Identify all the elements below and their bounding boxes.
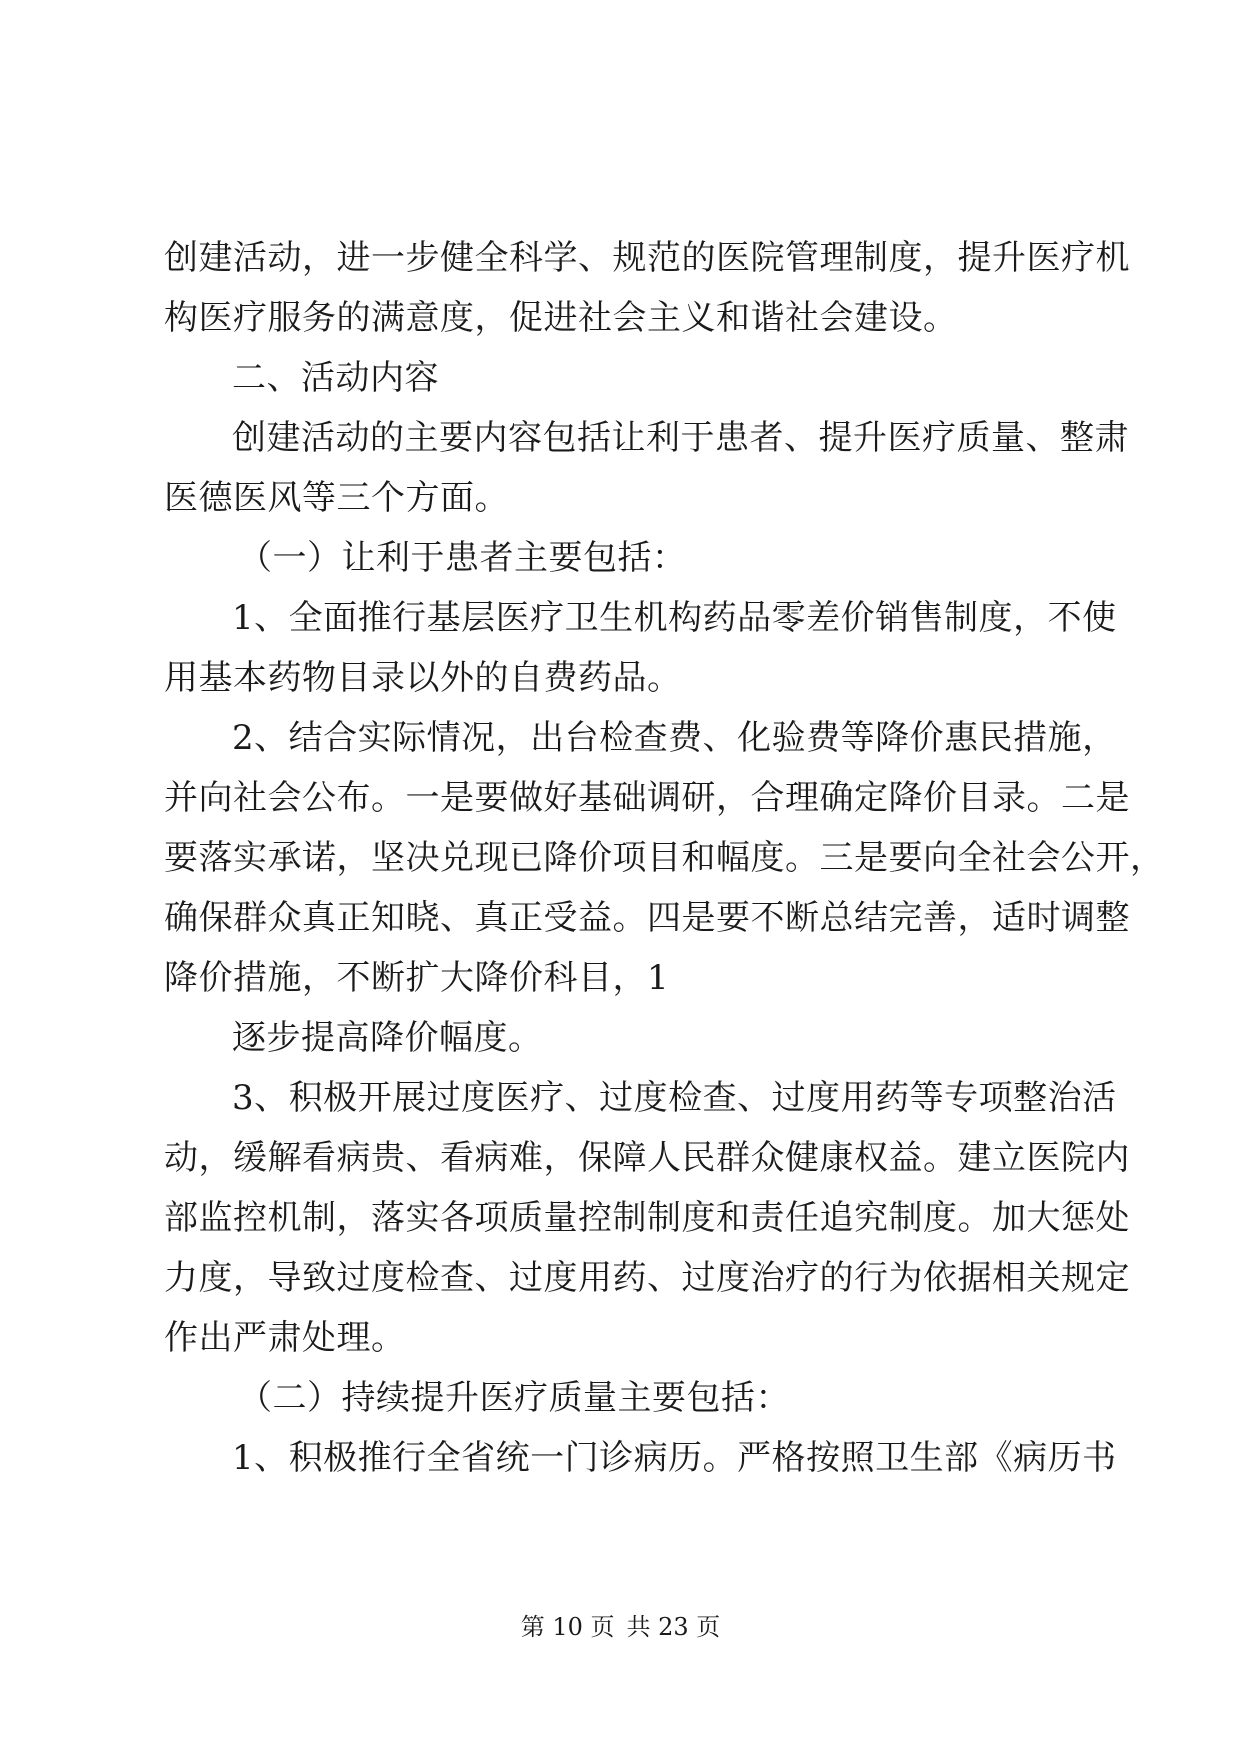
text-line: 部监控机制，落实各项质量控制制度和责任追究制度。加大惩处: [164, 1198, 1130, 1238]
document-body: [164, 228, 1165, 1488]
subsection-heading: [164, 1368, 1084, 1428]
page-footer: [0, 1612, 1241, 1642]
text-line: 要落实承诺，坚决兑现已降价项目和幅度。三是要向全社会公开，: [164, 838, 1165, 878]
text-line: 1、全面推行基层医疗卫生机构药品零差价销售制度，不使: [232, 598, 1117, 638]
text-line: 二、活动内容: [232, 358, 439, 398]
text-line: 1、积极推行全省统一门诊病历。严格按照卫生部《病历书: [232, 1438, 1117, 1478]
subsection-heading: [164, 528, 1084, 588]
paragraph: [164, 1008, 1084, 1068]
paragraph: [164, 588, 1117, 708]
text-line: 逐步提高降价幅度。: [232, 1018, 543, 1058]
paragraph: [164, 228, 1130, 348]
text-line: 作出严肃处理。: [164, 1318, 406, 1358]
text-line: 确保群众真正知晓、真正受益。四是要不断总结完善，适时调整: [164, 898, 1130, 938]
text-line: （二）持续提升医疗质量主要包括：: [238, 1378, 790, 1418]
text-line: 并向社会公布。一是要做好基础调研，合理确定降价目录。二是: [164, 778, 1130, 818]
text-line: 医德医风等三个方面。: [164, 478, 509, 518]
page-total: 共 23 页: [626, 1613, 721, 1641]
text-line: 创建活动，进一步健全科学、规范的医院管理制度，提升医疗机: [164, 238, 1130, 278]
paragraph: [164, 708, 1165, 1008]
text-line: 创建活动的主要内容包括让利于患者、提升医疗质量、整肃: [232, 418, 1129, 458]
text-line: 构医疗服务的满意度，促进社会主义和谐社会建设。: [164, 298, 958, 338]
text-line: 3、积极开展过度医疗、过度检查、过度用药等专项整治活: [232, 1078, 1117, 1118]
section-heading: [164, 348, 1084, 408]
text-line: 降价措施，不断扩大降价科目，1: [164, 958, 670, 998]
paragraph: [164, 1068, 1130, 1368]
paragraph: [164, 1428, 1117, 1488]
text-line: （一）让利于患者主要包括：: [238, 538, 687, 578]
paragraph: [164, 408, 1129, 528]
text-line: 2、结合实际情况，出台检查费、化验费等降价惠民措施，: [232, 718, 1117, 758]
text-line: 用基本药物目录以外的自费药品。: [164, 658, 682, 698]
text-line: 力度，导致过度检查、过度用药、过度治疗的行为依据相关规定: [164, 1258, 1130, 1298]
page-number: 第 10 页: [520, 1613, 615, 1641]
text-line: 动，缓解看病贵、看病难，保障人民群众健康权益。建立医院内: [164, 1138, 1130, 1178]
